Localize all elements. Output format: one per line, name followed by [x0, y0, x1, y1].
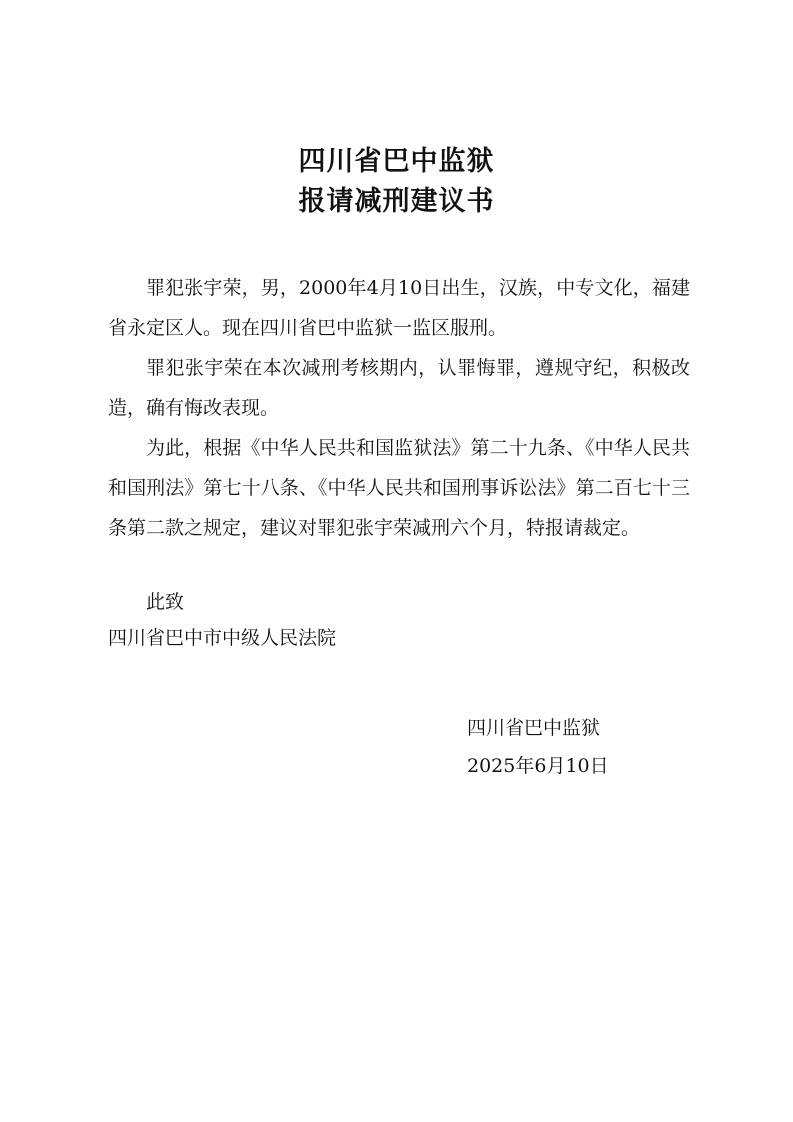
paragraph-text: 罪犯张宇荣在本次减刑考核期内，认罪悔罪，遵规守纪，积极改造，确有悔改表现。 [108, 357, 690, 419]
document-title-line2: 报请减刑建议书 [298, 186, 495, 217]
paragraph-text: 罪犯张宇荣，男，2000年4月10日出生，汉族，中专文化，福建省永定区人。现在四川省巴中监狱一监区服刑。 [108, 277, 690, 339]
paragraph-recommendation [108, 428, 690, 548]
recipient-court: 四川省巴中市中级人民法院 [108, 627, 337, 649]
document-title-line1: 四川省巴中监狱 [298, 146, 495, 177]
signature-organization: 四川省巴中监狱 [467, 717, 601, 739]
paragraph-assessment [108, 348, 690, 428]
salutation: 此致 [146, 591, 185, 613]
paragraph-text: 为此，根据《中华人民共和国监狱法》第二十九条、《中华人民共和国刑法》第七十八条、《中华人民共和国刑事诉讼法》第二百七十三条第二款之规定，建议对罪犯张宇荣减刑六个月，特报请裁定。 [108, 437, 690, 539]
signature-date: 2025年6月10日 [467, 755, 609, 777]
paragraph-inmate-info [108, 268, 690, 348]
